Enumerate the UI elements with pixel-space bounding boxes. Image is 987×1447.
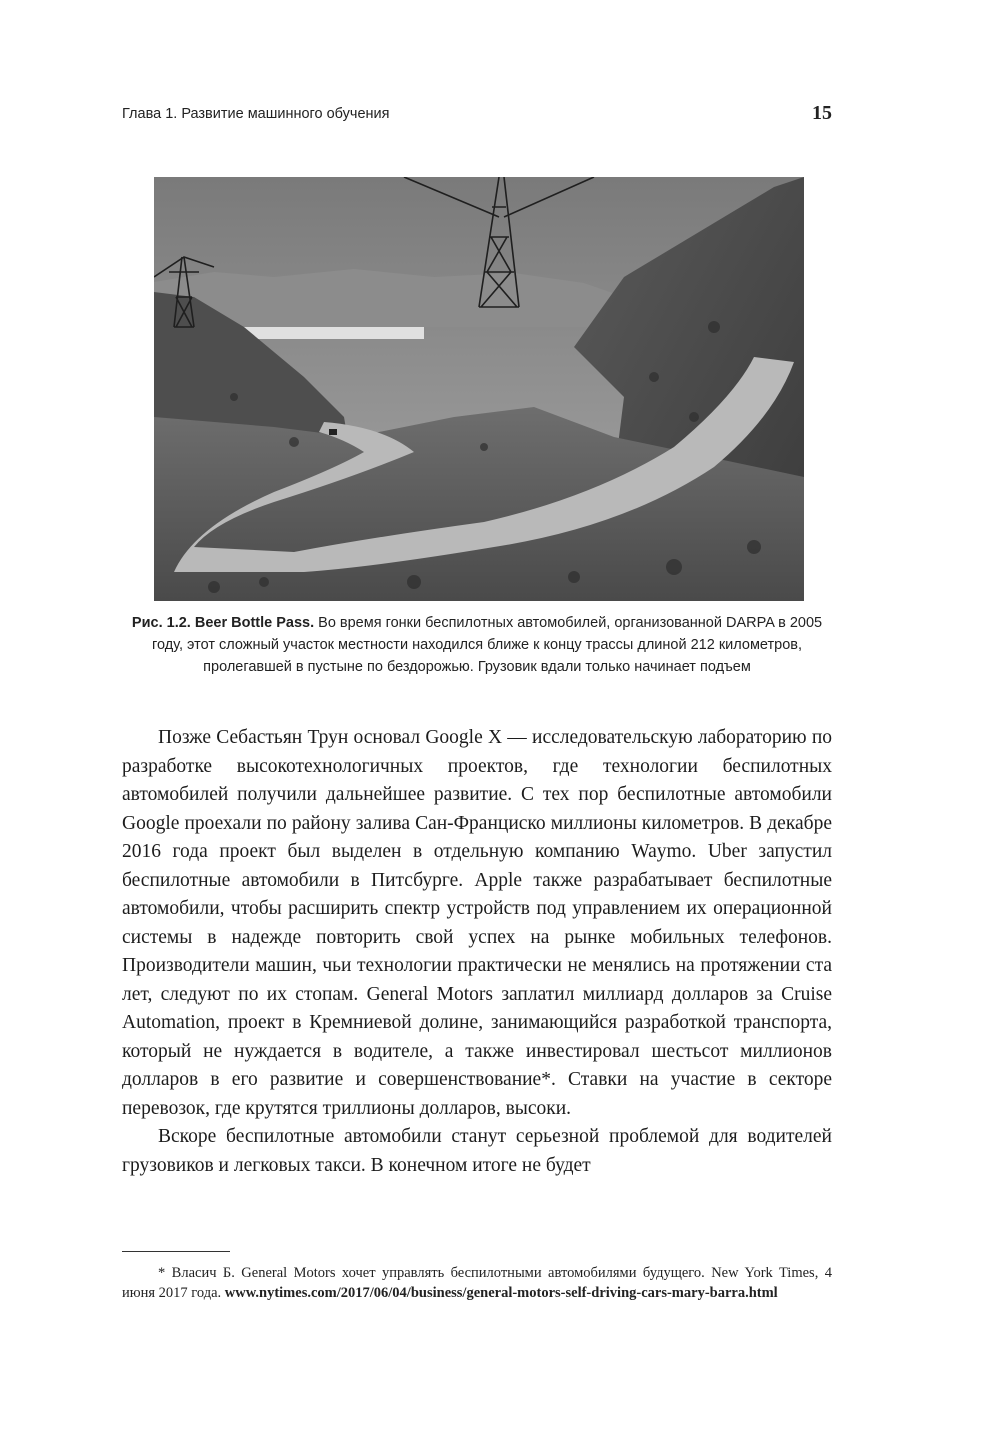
running-header: Глава 1. Развитие машинного обучения bbox=[122, 106, 390, 122]
footnote bbox=[122, 1263, 832, 1303]
page-number: 15 bbox=[812, 102, 832, 124]
figure-caption-text: Во время гонки беспилотных автомобилей, организованной DARPA в 2005 году, этот сложный участок местности находился ближе к концу трассы длиной 212 километров, пролегавшей в пустыне по бездорожью. Грузовик вдали только начинает подъем bbox=[151, 615, 823, 675]
footnote-divider bbox=[122, 1251, 230, 1252]
footnote-link[interactable]: www.nytimes.com/2017/06/04/business/general-motors-self-driving-cars-mary-barra.html bbox=[224, 1285, 778, 1301]
figure-photo-beer-bottle-pass bbox=[154, 177, 804, 601]
figure-label: Рис. 1.2. Beer Bottle Pass. bbox=[131, 615, 315, 631]
footnote-text: * Власич Б. General Motors хочет управлять беспилотными автомобилями будущего. New York Times, 4 июня 2017 года. bbox=[122, 1265, 832, 1301]
figure-caption bbox=[122, 612, 832, 678]
paragraph: Вскоре беспилотные автомобили станут серьезной проблемой для водителей грузовиков и легковых такси. В конечном итоге не будет bbox=[122, 1126, 832, 1176]
paragraph: Позже Себастьян Трун основал Google X — исследовательскую лабораторию по разработке высокотехнологичных проектов, где технологии беспилотных автомобилей получили дальнейшее развитие. С тех пор беспилотные автомобили Google проехали по району залива Сан-Франциско миллионы километров. В декабре 2016 года проект был выделен в отдельную компанию Waymo. Uber запустил беспилотные автомобили в Питсбурге. Apple также разрабатывает беспилотные автомобили, чтобы расширить спектр устройств под управлением их операционной системы в надежде повторить свой успех на рынке мобильных телефонов. Производители машин, чьи технологии практически не менялись на протяжении ста лет, следуют по их стопам. General Motors заплатил миллиард долларов за Cruise Automation, проект в Кремниевой долине, занимающийся разработкой транспорта, который не нуждается в водителе, а также инвестировал шестьсот миллионов долларов в его развитие и совершенствование*. Ставки на участие в секторе перевозок, где крутятся триллионы долларов, высоки. bbox=[122, 727, 832, 1119]
main-text bbox=[122, 724, 832, 1180]
